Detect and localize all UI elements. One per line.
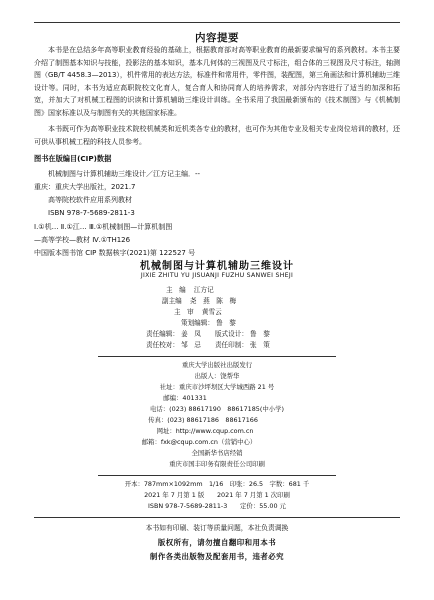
publisher-line-1: 重庆大学出版社出版发行 (181, 361, 253, 369)
credit-deputy-editor (162, 296, 236, 306)
credit-design-name: 鲁 黎 (250, 330, 270, 338)
publisher-rule (98, 356, 336, 357)
content-summary-title: 内容提要 (195, 32, 239, 44)
content-summary-paragraph-1: 本书是在总结多年高等职业教育经验的基础上，根据教育部对高等职业教育的最新要求编写的系列教材。本书主要介绍了制图基本知识与技能，投影法的基本知识，基本几何体的三视图及尺寸标注，组合体的三视图及尺寸标注，轴测图（GB/T 4458.3—2013），机件常用的表达方法，标准件和常用件，零件图，装配图，第三角画法和计算机辅助三维设计等。同时，本书为适应高职院校文化育人，复合育人和协同育人的培养需求，对部分内容进行了适当的加深和拓宽，并加大了对机械工程图的识读和计算机辅助三维设计训练。全书采用了我国最新颁布的《技术制图》与《机械制图》国家标准以及与制图有关的其他国家标准。 (34, 46, 400, 117)
credit-editor-label: 责任编辑： (146, 330, 179, 338)
specs-line-2: 2021 年 7 月第 1 版 2021 年 7 月第 1 次印刷 (144, 491, 290, 499)
footer-line-1: 本书如有印刷、装订等质量问题，本社负责调换 (145, 524, 289, 532)
credit-proof-name: 邹 忌 (181, 341, 201, 349)
cip-heading: 图书在版编目(CIP)数据 (34, 154, 112, 163)
top-rule (34, 22, 400, 23)
cip-line-6: —高等学校—教材 Ⅳ.①TH126 (34, 236, 131, 244)
content-summary-paragraph-2: 本书既可作为高等职业技术院校机械类和近机类各专业的教材，也可作为其他专业及相关专业岗位培训的教材，还可供从事机械工程的科技人员参考。 (34, 125, 400, 146)
credit-planning-editor-label: 策划编辑： (181, 319, 214, 327)
credit-planning-editor-name: 鲁 黎 (216, 319, 236, 327)
publisher-line-4: 邮编：401331 (163, 394, 207, 402)
footer-line-2: 版权所有，请勿擅自翻印和用本书 (157, 538, 277, 547)
credit-print-label: 责任印制： (214, 341, 248, 349)
credit-editor-name: 姜 凤 (181, 330, 201, 338)
credit-reviewer-name: 黄雪云 (201, 308, 222, 316)
credit-proof-label: 责任校对： (146, 341, 179, 349)
cip-line-1: 机械制图与计算机辅助三维设计／江方记主编．-- (48, 170, 201, 178)
publisher-line-9: 全国新华书店经销 (191, 449, 243, 457)
publisher-line-6: 传真：(023) 88617186 88617166 (148, 416, 258, 424)
cip-line-5: Ⅰ.①机… Ⅱ.①江… Ⅲ.①机械制图—计算机制图 (34, 223, 173, 231)
publisher-line-3: 社址：重庆市沙坪坝区大学城西路 21 号 (159, 383, 275, 391)
book-title-pinyin: JIXIE ZHITU YU JISUANJI FUZHU SANWEI SHEJI (140, 272, 294, 279)
specs-rule (98, 475, 336, 476)
publisher-line-10: 重庆市国丰印务有限责任公司印刷 (169, 460, 265, 468)
credit-design-label: 版式设计： (214, 330, 248, 338)
publisher-line-8: 邮箱：fxk@cqup.com.cn（营销中心） (141, 438, 257, 446)
credit-editor-row (146, 329, 270, 339)
cip-line-2: 重庆：重庆大学出版社，2021.7 (34, 183, 136, 191)
credit-reviewer-label: 主 审 (174, 308, 194, 316)
credit-reviewer (174, 307, 222, 317)
credit-planning-editor (181, 318, 236, 328)
publisher-line-5: 电话：(023) 88617190 88617185(中小学) (150, 405, 284, 413)
publisher-line-2: 出版人：饶帮华 (194, 372, 240, 380)
credit-print-name: 张 策 (250, 341, 270, 349)
credit-proof-row (146, 340, 270, 350)
footer-rule (34, 517, 400, 518)
publisher-line-7: 网址：http://www.cqup.com.cn (156, 427, 254, 435)
book-title: 机械制图与计算机辅助三维设计 (140, 261, 294, 272)
credit-chief-editor-label: 主 编 (166, 286, 186, 294)
cip-line-4: ISBN 978-7-5689-2811-3 (48, 209, 135, 217)
credit-deputy-editor-names: 尧 燕 陈 梅 (189, 297, 237, 305)
cip-line-7: 中国版本图书馆 CIP 数据核字(2021)第 122527 号 (34, 249, 196, 257)
cip-line-3: 高等院校软件应用系列教材 (48, 196, 132, 204)
specs-line-1: 开本：787mm×1092mm 1/16 印张：26.5 字数：681 千 (124, 480, 310, 488)
footer-line-3: 制作各类出版物及配套用书，违者必究 (149, 552, 285, 561)
credit-chief-editor-name: 江方记 (193, 286, 214, 294)
specs-line-3: ISBN 978-7-5689-2811-3 定价：55.00 元 (148, 502, 286, 510)
credit-chief-editor (166, 285, 214, 295)
credit-deputy-editor-label: 副主编 (162, 297, 182, 305)
